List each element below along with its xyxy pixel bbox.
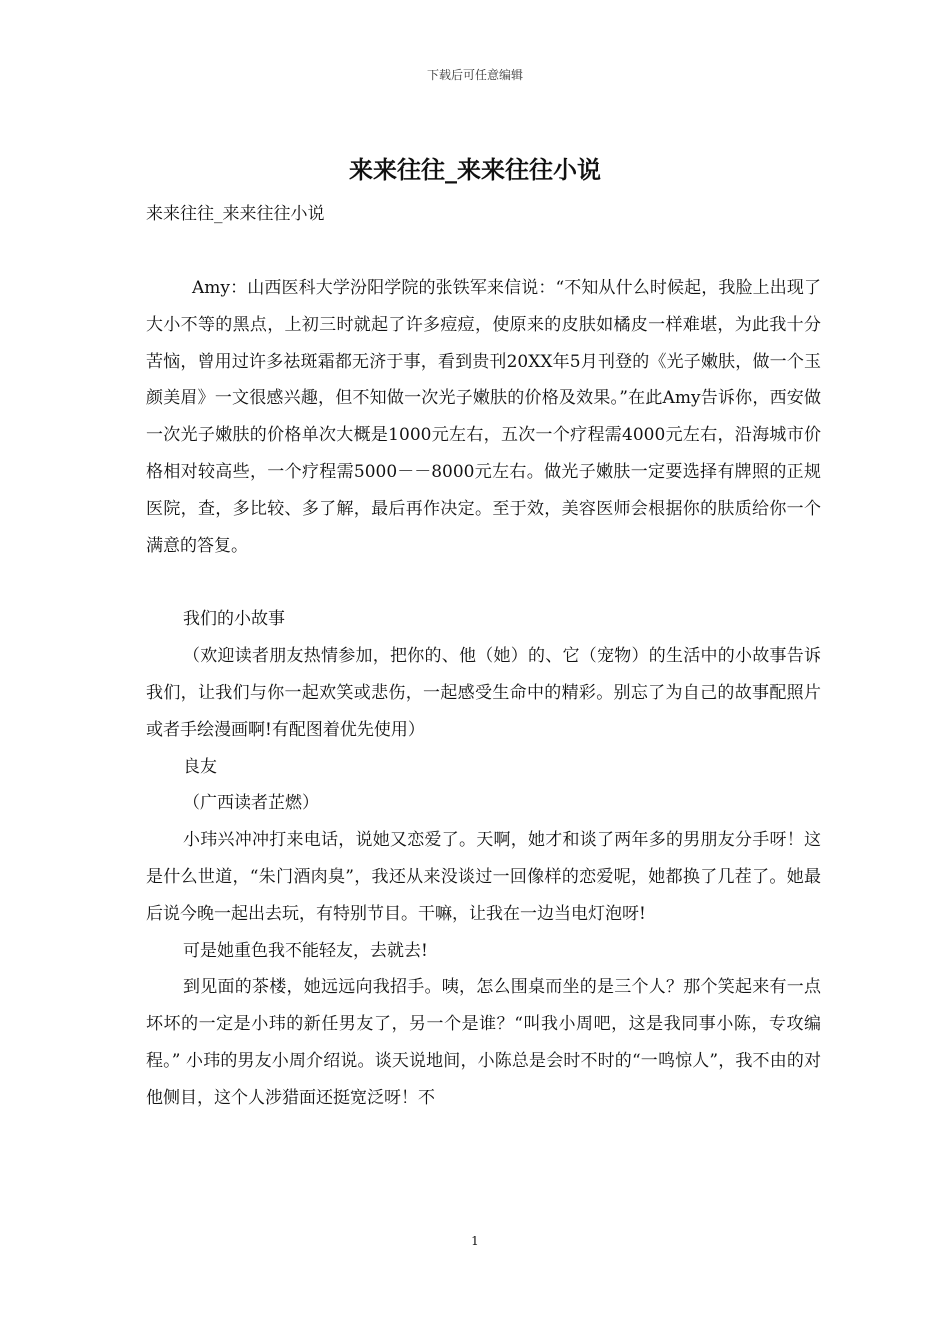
story-author: （广西读者芷燃） — [183, 793, 319, 814]
story-title: 良友 — [183, 756, 217, 777]
paragraph-amy-reply: Amy：山西医科大学汾阳学院的张铁军来信说：“不知从什么时候起，我脸上出现了大小不等的黑点，上初三时就起了许多痘痘，使原来的皮肤如橘皮一样难堪，为此我十分苦恼，曾用过许多祛斑霜都无济于事，看到贵刊20XX年5月刊登的《光子嫩肤，做一个玉颜美眉》一文很感兴趣，但不知做一次光子嫩肤的价格及效果。”在此Amy告诉你，西安做一次光子嫩肤的价格单次大概是1000元左右，五次一个疗程需4000元左右，沿海城市价格相对较高些，一个疗程需5000－－8000元左右。做光子嫩肤一定要选择有牌照的正规医院，查，多比较、多了解，最后再作决定。至于效，美容医师会根据你的肤质给你一个满意的答复。 — [146, 278, 821, 556]
section-heading-stories: 我们的小故事 — [183, 609, 285, 630]
paragraph-gap — [146, 564, 821, 601]
paragraph-invitation: （欢迎读者朋友热情参加，把你的、他（她）的、它（宠物）的生活中的小故事告诉我们，让我们与你一起欢笑或悲伤，一起感受生命中的精彩。别忘了为自己的故事配照片或者手绘漫画啊!有配图着优先使用） — [146, 646, 821, 740]
story-paragraph: 可是她重色我不能轻友，去就去! — [183, 940, 428, 961]
story-paragraph: 小玮兴冲冲打来电话，说她又恋爱了。天啊，她才和谈了两年多的男朋友分手呀！这是什么世道，“朱门酒肉臭”，我还从来没谈过一回像样的恋爱呢，她都换了几茬了。她最后说今晚一起出去玩，有特别节目。干嘛，让我在一边当电灯泡呀! — [146, 830, 821, 924]
document-body — [146, 270, 821, 1117]
page-number: 1 — [471, 1234, 479, 1248]
document-title: 来来往往_来来往往小说 — [349, 155, 601, 184]
document-subtitle: 来来往往_来来往往小说 — [146, 204, 325, 224]
story-paragraph: 到见面的茶楼，她远远向我招手。咦，怎么围桌而坐的是三个人？那个笑起来有一点坏坏的一定是小玮的新任男友了，另一个是谁？“叫我小周吧，这是我同事小陈，专攻编程。” 小玮的男友小周介绍说。谈天说地间，小陈总是会时不时的“一鸣惊人”，我不由的对他侧目，这个人涉猎面还挺宽泛呀！不 — [146, 977, 821, 1108]
page-header-note: 下载后可任意编辑 — [426, 68, 523, 82]
